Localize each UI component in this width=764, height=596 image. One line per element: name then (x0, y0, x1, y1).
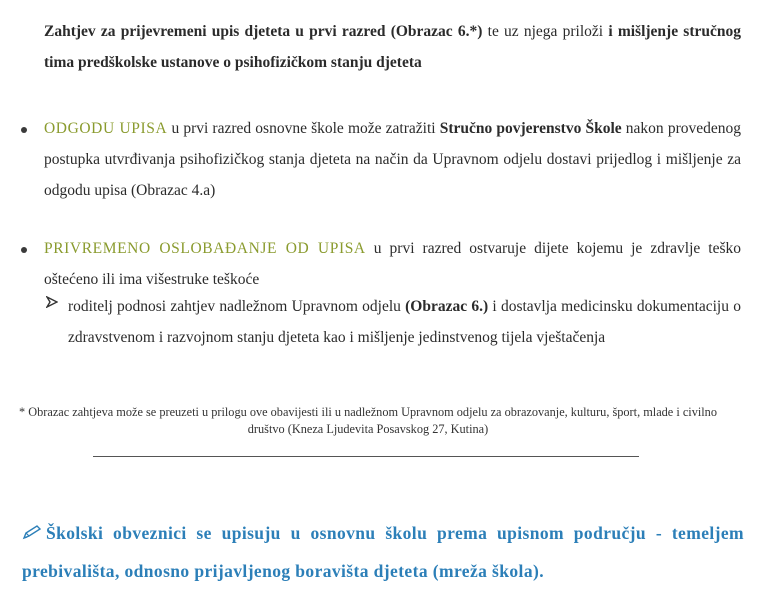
exemption-paragraph (44, 233, 741, 295)
enrollment-notice (22, 515, 744, 590)
request-paragraph (44, 16, 741, 78)
exemption-heading: PRIVREMENO OSLOBAĐANJE OD UPISA (44, 240, 366, 257)
exemption-sub-text-2: i dostavlja medicinsku dokumentaciju o zdravstvenom i razvojnom stanju djeteta kao i mišljenje jedinstvenog tijela vještačenja (68, 298, 741, 346)
notice-text: Školski obveznici se upisuju u osnovnu školu prema upisnom području - temeljem prebivališta, odnosno prijavljenog boravišta djeteta (mreža škola). (22, 523, 744, 582)
exemption-form-ref: (Obrazac 6.) (405, 298, 489, 315)
form-footnote: * Obrazac zahtjeva može se preuzeti u prilogu ove obavijesti ili u nadležnom Upravnom odjelu za obrazovanje, kulturu, šport, mlade i civilno društvo (Kneza Ljudevita Posavskog 27, Kutina) (19, 405, 717, 436)
deferral-committee: Stručno povjerenstvo Škole (439, 120, 622, 137)
deferral-text-1: u prvi razred osnovne škole može zatražiti (167, 120, 440, 137)
deferral-heading: ODGODU UPISA (44, 120, 168, 137)
divider-line (93, 456, 639, 457)
request-connector: te uz njega priloži (482, 23, 609, 40)
exemption-subparagraph (68, 291, 741, 353)
exemption-sub-text-1: roditelj podnosi zahtjev nadležnom Upravnom odjelu (68, 298, 406, 315)
exemption-text: u prvi razred ostvaruje dijete kojemu je zdravlje teško oštećeno ili ima višestruke teškoće (44, 240, 742, 288)
bullet-dot-icon (21, 247, 27, 253)
request-title: Zahtjev za prijevremeni upis djeteta u prvi razred (Obrazac 6.*) (44, 23, 483, 40)
bullet-dot-icon (21, 127, 27, 133)
arrow-bullet-icon (46, 296, 58, 312)
deferral-paragraph (44, 113, 741, 206)
request-opinion: i mišljenje stručnog tima predškolske ustanove o psihofizičkom stanju djeteta (44, 23, 741, 71)
pencil-icon (22, 516, 42, 553)
deferral-text-2: nakon provedenog postupka utvrđivanja psihofizičkog stanja djeteta na način da Upravnom odjelu dostavi prijedlog i mišljenje za odgodu upisa (Obrazac 4.a) (44, 120, 741, 199)
